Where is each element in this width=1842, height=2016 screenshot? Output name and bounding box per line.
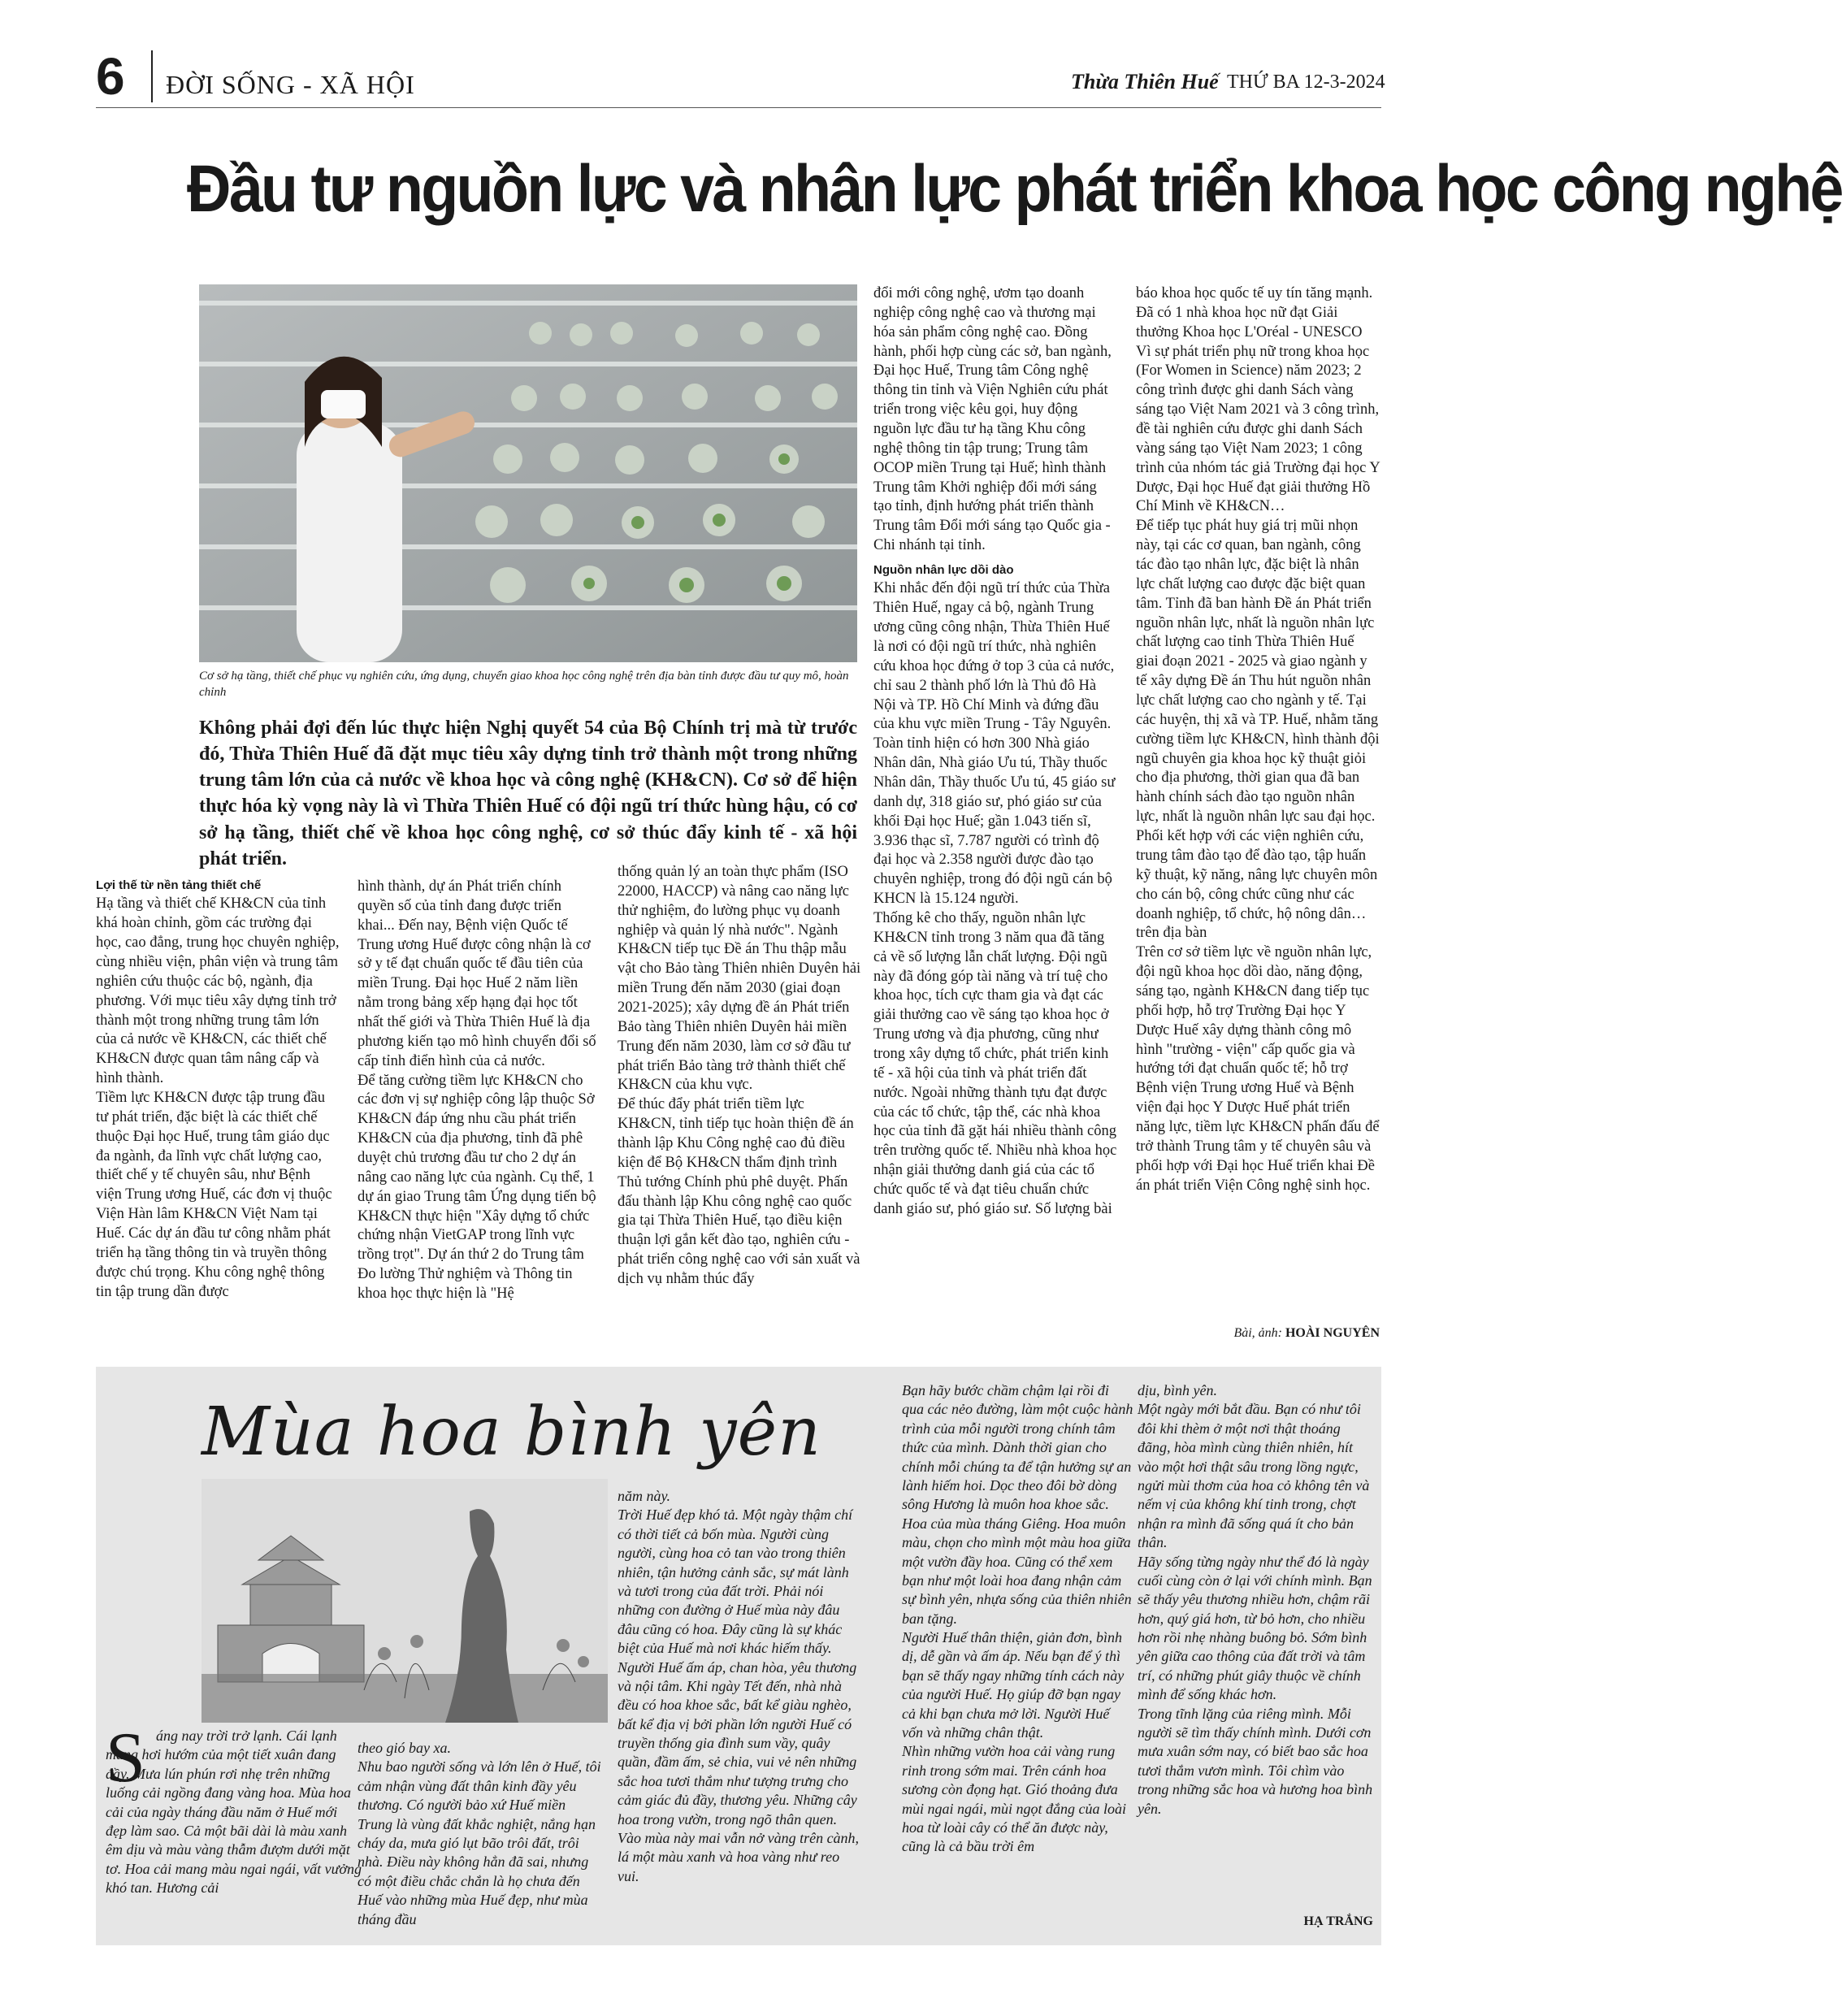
body-text-1: Hạ tầng và thiết chế KH&CN của tỉnh khá hoàn chỉnh, gồm các trường đại học, cao đẳng, trung học chuyên nghiệp, cùng nhiều viện, phân viện và trung tâm nghiên cứu thuộc các bộ, ngành, địa phương. Với mục tiêu xây dựng tỉnh trở thành một trong những trung tâm lớn của cả nước về KH&CN, các thiết chế KH&CN được quan tâm nâng cấp và hình thành. Tiềm lực KH&CN được tập trung đầu tư phát triển, đặc biệt là các thiết chế thuộc Đại học Huế, trung tâm giáo dục đa ngành, đa lĩnh vực chất lượng cao, thiết chế y tế chuyên sâu, như Bệnh viện Trung ương Huế, các đơn vị thuộc Viện Hàn lâm KH&CN Việt Nam tại Huế. Các dự án đầu tư công nhằm phát triển hạ tầng thông tin và truyền thông được chú trọng. Khu công nghệ thông tin tập trung dần được bbox=[96, 895, 340, 1300]
header-divider bbox=[151, 50, 153, 102]
article-lead: Không phải đợi đến lúc thực hiện Nghị quyết 54 của Bộ Chính trị mà từ trước đó, Thừa Thiên Huế đã đặt mục tiêu xây dựng tỉnh trở thành một trong những trung tâm lớn của cả nước về khoa học và công nghệ (KH&CN). Cơ sở để hiện thực hóa kỳ vọng này là vì Thừa Thiên Huế có đội ngũ trí thức hùng hậu, có cơ sở hạ tầng, thiết chế về khoa học công nghệ, cơ sở thúc đẩy kinh tế - xã hội phát triển. bbox=[199, 718, 857, 869]
issue-date: THỨ BA 12-3-2024 bbox=[1227, 72, 1385, 93]
feature-column-4: Bạn hãy bước chầm chậm lại rồi đi qua các nẻo đường, làm một cuộc hành trình của mỗi người trong chính tâm thức của mình. Dành thời gian cho chính mỗi chúng ta để tận hưởng sự an lành hiếm hoi. Dọc theo đôi bờ dòng sông Hương là muôn hoa khoe sắc. Hoa của mùa tháng Giêng. Hoa muôn màu, chọn cho mình một màu hoa giữa một vườn đầy hoa. Cũng có thể xem bạn như một loài hoa đang nhận cảm sự bình yên, nhựa sống của thiên nhiên ban tặng. Người Huế thân thiện, giản đơn, bình dị, dễ gần và ấm áp. Nếu bạn để ý thì bạn sẽ thấy ngay những tính cách này của người Huế. Họ giúp đỡ bạn ngay cả khi bạn chưa mở lời. Người Huế vốn và những chân thật. Nhìn những vườn hoa cải vàng rung rinh trong sớm mai. Trên cánh hoa sương còn đọng hạt. Gió thoảng đưa mùi ngai ngái, mùi ngọt đắng của loài hoa từ loài cây có thể ăn được này, cũng là cả bầu trời êm bbox=[902, 1382, 1133, 1855]
body-text-4a: đổi mới công nghệ, ươm tạo doanh nghiệp công nghệ cao và thương mại hóa sản phẩm công nghệ cao. Đồng hành, phối hợp cùng các sở, ban ngành, Đại học Huế, Trung tâm Công nghệ thông tin tỉnh và Viện Nghiên cứu phát triển trong việc kêu gọi, huy động nguồn lực đầu tư hạ tầng Khu công nghệ thông tin tập trung; Trung tâm OCOP miền Trung tại Huế; hình thành Trung tâm Khởi nghiệp đổi mới sáng tạo tỉnh, định hướng phát triển thành Trung tâm Đổi mới sáng tạo Quốc gia - Chi nhánh tại tỉnh. bbox=[873, 285, 1112, 554]
body-text-4b: Khi nhắc đến đội ngũ trí thức của Thừa Thiên Huế, ngay cả bộ, ngành Trung ương cũng công nhận, Thừa Thiên Huế là nơi có đội ngũ trí thức, nhà nghiên cứu khoa học đứng ở top 3 của cả nước, chỉ sau 2 thành phố lớn là Thủ đô Hà Nội và TP. Hồ Chí Minh và đứng đầu của khu vực miền Trung - Tây Nguyên. Toàn tỉnh hiện có hơn 300 Nhà giáo Nhân dân, Nhà giáo Ưu tú, Thầy thuốc Nhân dân, Thầy thuốc Ưu tú, 45 giáo sư danh dự, 318 giáo sư, phó giáo sư của khối Đại học Huế; gần 1.043 tiến sĩ, 3.936 thạc sĩ, 7.787 người có trình độ đại học và 2.358 người được đào tạo chuyên nghiệp, trong đó đội ngũ cán bộ KHCN là 15.124 người. Thống kê cho thấy, nguồn nhân lực KH&CN tỉnh trong 3 năm qua đã tăng cả về số lượng lẫn chất lượng. Đội ngũ này đã đóng góp tài năng và trí tuệ cho khoa học, tích cực tham gia và đạt các giải thưởng cao về sáng tạo khoa học ở Trung ương và địa phương, cũng như trong xây dựng tổ chức, phát triển kinh tế - xã hội của tỉnh và phát triển đất nước. Ngoài những thành tựu đạt được của các tổ chức, tập thể, các nhà khoa học của tỉnh đã gặt hái nhiều thành công trên trường quốc tế. Nhiều nhà khoa học nhận giải thưởng danh giá của các tổ chức quốc tế và đạt tiêu chuẩn chức danh giáo sư, phó giáo sư. Số lượng bài bbox=[873, 580, 1117, 1217]
feature-illustration bbox=[202, 1479, 608, 1723]
feature-column-5: dịu, bình yên. Một ngày mới bắt đầu. Bạn có như tôi đôi khi thèm ở một nơi thật thoáng đãng, hòa mình cùng thiên nhiên, hít vào một hơi thật sâu trong lồng ngực, ngửi mùi thơm của hoa cỏ không tên và nếm vị của không khí tinh trong, chợt nhận ra mình đã sống quá ít cho bản thân. Hãy sống từng ngày như thể đó là ngày cuối cùng còn ở lại với chính mình. Bạn sẽ thấy yêu thương nhiều hơn, chậm rãi hơn, quý giá hơn, từ bỏ hơn, cho nhiều hơn rồi nhẹ nhàng buông bỏ. Sớm bình yên giữa cao thông của đất trời và tâm trí, có những phút giây thuộc về chính mình để sống khác hơn. Trong tĩnh lặng của riêng mình. Mỗi người sẽ tìm thấy chính mình. Dưới cơn mưa xuân sớm nay, có biết bao sắc hoa tươi thắm vươn mình. Tôi chìm vào trong những sắc hoa và hương hoa bình yên. bbox=[1138, 1382, 1373, 1817]
photo-caption: Cơ sở hạ tầng, thiết chế phục vụ nghiên cứu, ứng dụng, chuyển giao khoa học công nghệ trên địa bàn tỉnh được đầu tư quy mô, hoàn chỉnh bbox=[199, 670, 849, 700]
body-column-3: thống quản lý an toàn thực phẩm (ISO 22000, HACCP) và nâng cao năng lực thử nghiệm, đo lường phục vụ doanh nghiệp và quản lý nhà nước". Ngành KH&CN tiếp tục Đề án Thu thập mẫu vật cho Bảo tàng Thiên nhiên Duyên hải miền Trung đến năm 2030 (giai đoạn 2021-2025); xây dựng đề án Phát triển Bảo tàng Thiên nhiên Duyên hải miền Trung đến năm 2030, làm cơ sở đầu tư phát triển Bảo tàng trở thành thiết chế KH&CN của khu vực. Để thúc đẩy phát triển tiềm lực KH&CN, tỉnh tiếp tục hoàn thiện đề án thành lập Khu Công nghệ cao đủ điều kiện để Bộ KH&CN thẩm định trình Thủ tướng Chính phủ phê duyệt. Phấn đấu thành lập Khu công nghệ cao quốc gia tại Thừa Thiên Huế, tạo điều kiện thuận lợi gắn kết đào tạo, nghiên cứu - phát triển công nghệ cao với sản xuất và dịch vụ nhằm thúc đẩy bbox=[618, 864, 861, 1288]
article-byline bbox=[1136, 1326, 1380, 1341]
subhead-2: Nguồn nhân lực dồi dào bbox=[873, 563, 1014, 578]
header-rule bbox=[96, 107, 1381, 108]
lab-photo-image bbox=[199, 284, 857, 662]
subhead-1: Lợi thế từ nền tảng thiết chế bbox=[96, 878, 262, 892]
body-column-4 bbox=[873, 284, 1117, 1220]
article-photo bbox=[199, 284, 857, 662]
page-number: 6 bbox=[96, 47, 125, 106]
feature-column-3: năm này. Trời Huế đẹp khó tả. Một ngày thậm chí có thời tiết cả bốn mùa. Người cùng người, cùng hoa cỏ tan vào trong thiên nhiên, tận hưởng cảnh sắc, sự mát lành và tươi trong của đất trời. Phải nói những con đường ở Huế mùa này đâu đâu cũng có hoa. Đây cũng là sự khác biệt của Huế mà nơi khác hiếm thấy. Người Huế ấm áp, chan hòa, yêu thương và nội tâm. Khi ngày Tết đến, nhà nhà đều có hoa khoe sắc, bất kể giàu nghèo, bất kể địa vị bởi phần lớn người Huế có truyền thống gia đình sum vầy, quây quần, đầm ấm, sẻ chia, vui vẻ nên những sắc hoa tươi thắm như tượng trưng cho cảm giác đủ đầy, thương yêu. Những cây hoa trong vườn, trong ngõ thân quen. Vào mùa này mai vẫn nở vàng trên cành, lá một màu xanh và hoa vàng như reo vui. bbox=[618, 1488, 860, 1884]
section-name: ĐỜI SỐNG - XÃ HỘI bbox=[166, 70, 415, 99]
body-column-1 bbox=[96, 878, 340, 1302]
citadel-woman-illustration bbox=[202, 1479, 608, 1723]
feature-title: Mùa hoa bình yên bbox=[202, 1394, 821, 1471]
drop-cap: S bbox=[106, 1719, 145, 1797]
body-column-5: báo khoa học quốc tế uy tín tăng mạnh. Đã có 1 nhà khoa học nữ đạt Giải thưởng Khoa học L'Oréal - UNESCO Vì sự phát triển phụ nữ trong khoa học (For Women in Science) năm 2023; 2 công trình được ghi danh Sách vàng sáng tạo Việt Nam 2021 và 3 công trình, đề tài nghiên cứu được ghi danh Sách vàng sáng tạo Việt Nam 2023; 1 công trình của nhóm tác giả Trường đại học Y Dược, Đại học Huế đạt giải thưởng Hồ Chí Minh về KH&CN… Để tiếp tục phát huy giá trị mũi nhọn này, tại các cơ quan, ban ngành, công tác đào tạo nhân lực, đặc biệt là nhân lực chất lượng cao được đặc biệt quan tâm. Tỉnh đã ban hành Đề án Phát triển nguồn nhân lực, nhất là nguồn nhân lực chất lượng cao tỉnh Thừa Thiên Huế giai đoạn 2021 - 2025 và giao ngành y tế xây dựng Đề án Thu hút nguồn nhân lực chất lượng cao cho ngành y tế. Tại các huyện, thị xã và TP. Huế, nhằm tăng cường tiềm lực KH&CN, hình thành đội ngũ chuyên gia khoa học kỹ thuật giỏi cho địa phương, thời gian qua đã ban hành chính sách đào tạo nguồn nhân lực, nhất là nguồn nhân lực sau đại học. Phối kết hợp với các viện nghiên cứu, trung tâm đào tạo để đào tạo, tập huấn kỹ thuật, kỹ năng, nâng lực chuyên môn cho cán bộ, công chức cũng như các doanh nghiệp, tổ chức, hộ nông dân… trên địa bàn Trên cơ sở tiềm lực về nguồn nhân lực, đội ngũ khoa học dồi dào, năng động, sáng tạo, ngành KH&CN đang tiếp tục phối hợp, hỗ trợ Trường Đại học Y Dược Huế xây dựng thành công mô hình "trường - viện" cấp quốc gia và hướng tới đạt chuẩn quốc tế; hỗ trợ Bệnh viện Trung ương Huế và Bệnh viện đại học Y Dược Huế phát triển năng lực, tiềm lực KH&CN phấn đấu để trở thành Trung tâm y tế chuyên sâu và phối hợp với Đại học Huế triển khai Đề án phát triển Viện Công nghệ sinh học. bbox=[1136, 285, 1380, 1194]
feature-byline: HẠ TRẮNG bbox=[1303, 1914, 1373, 1928]
byline-label: Bài, ảnh: bbox=[1233, 1326, 1282, 1340]
body-column-2: hình thành, dự án Phát triển chính quyền số của tỉnh đang được triển khai... Đến nay, Bệnh viện Quốc tế Trung ương Huế được công nhận là cơ sở y tế đạt chuẩn quốc tế đầu tiên của miền Trung. Đại học Huế 2 năm liền nằm trong bảng xếp hạng đại học tốt nhất thế giới và Thừa Thiên Huế là địa phương kiến tạo mô hình chuyển đổi số cấp tỉnh điển hình của cả nước. Để tăng cường tiềm lực KH&CN cho các đơn vị sự nghiệp công lập thuộc Sở KH&CN đáp ứng nhu cầu phát triển KH&CN của địa phương, tỉnh đã phê duyệt chủ trương đầu tư cho 2 dự án nâng cao năng lực của ngành. Cụ thể, 1 dự án giao Trung tâm Ứng dụng tiến bộ KH&CN thực hiện "Xây dựng tổ chức chứng nhận VietGAP trong lĩnh vực trồng trọt". Dự án thứ 2 do Trung tâm Đo lường Thử nghiệm và Thông tin khoa học thực hiện là "Hệ bbox=[358, 878, 596, 1303]
feature-column-2: theo gió bay xa. Nhu bao người sống và lớn lên ở Huế, tôi cảm nhận vùng đất thân kinh đầy yêu thương. Có người bảo xứ Huế miền Trung là vùng đất khắc nghiệt, nắng hạn cháy da, mưa gió lụt bão trôi đất, trôi nhà. Điều này không hẳn đã sai, nhưng có một điều chắc chắn là họ chưa đến Huế vào những mùa Huế đẹp, như mùa tháng đầu bbox=[358, 1740, 601, 1927]
article-title: Đầu tư nguồn lực và nhân lực phát triển khoa học công nghệ bbox=[187, 152, 1842, 226]
publication-name: Thừa Thiên Huế bbox=[1071, 70, 1219, 93]
byline-name: HOÀI NGUYÊN bbox=[1285, 1326, 1380, 1340]
feature-column-1: áng nay trời trở lạnh. Cái lạnh mang hơi hướm của một tiết xuân đang đầy. Mưa lún phún rơi nhẹ trên những luống cải ngồng đang vàng hoa. Mùa hoa cải của ngày tháng đầu năm ở Huế mới đẹp làm sao. Cả một bãi dài là màu xanh êm dịu và màu vàng thẫm đượm dưới mặt tơ. Hoa cải mang màu ngai ngái, vất vưởng khó tan. Hương cải bbox=[106, 1728, 362, 1897]
